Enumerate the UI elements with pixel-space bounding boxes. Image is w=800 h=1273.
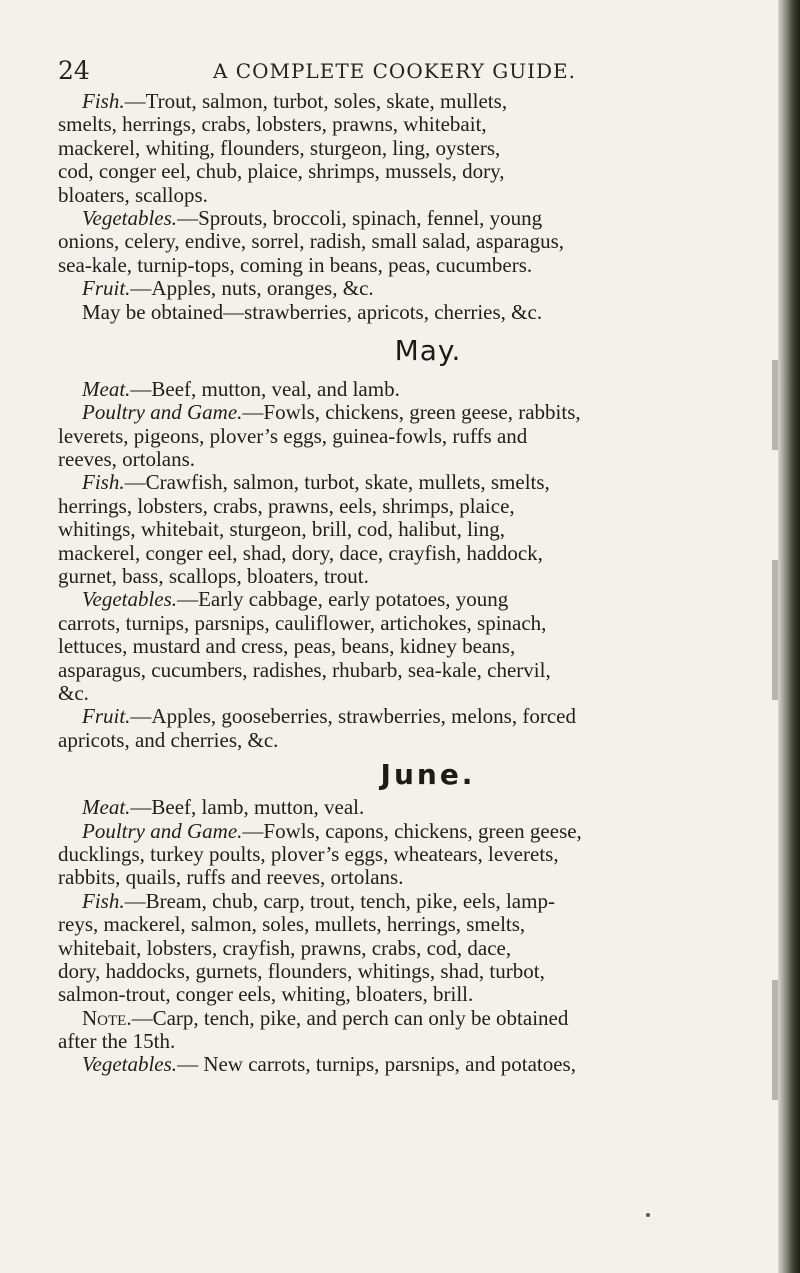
- may-vegetables-line-2: carrots, turnips, parsnips, cauliflower, artichokes, spinach,: [58, 610, 547, 635]
- edge-shadow-1: [772, 360, 778, 450]
- june-poultry-line-3: rabbits, quails, ruffs and reeves, ortolans.: [58, 865, 404, 890]
- june-fish-line-2: reys, mackerel, salmon, soles, mullets, herrings, smelts,: [58, 912, 526, 937]
- april-fruit-line-1: Fruit.—Apples, nuts, oranges, &c.: [82, 276, 374, 301]
- may-vegetables-line-3: lettuces, mustard and cress, peas, beans, kidney beans,: [58, 634, 516, 659]
- may-fruit-label: Fruit.: [82, 704, 131, 729]
- may-fish-line-4: mackerel, conger eel, shad, dory, dace, crayfish, haddock,: [58, 540, 543, 565]
- april-fish-label: Fish.: [82, 89, 125, 113]
- june-vegetables-line-1: Vegetables.— New carrots, turnips, parsnips, and potatoes,: [82, 1052, 576, 1077]
- edge-shadow-2: [772, 560, 778, 700]
- april-vegetables-line-2: onions, celery, endive, sorrel, radish, small salad, asparagus,: [58, 229, 564, 254]
- june-note-line-2: after the 15th.: [58, 1029, 176, 1054]
- may-poultry-line-1: Poultry and Game.—Fowls, chickens, green geese, rabbits,: [82, 400, 581, 425]
- may-fish-line-2: herrings, lobsters, crabs, prawns, eels, shrimps, plaice,: [58, 493, 515, 518]
- may-vegetables-line-4: asparagus, cucumbers, radishes, rhubarb, sea-kale, chervil,: [58, 657, 551, 682]
- june-note-label: Note.: [82, 1005, 132, 1030]
- april-fish-line-4: cod, conger eel, chub, plaice, shrimps, mussels, dory,: [58, 159, 505, 184]
- april-vegetables-line-1: Vegetables.—Sprouts, broccoli, spinach, fennel, young: [82, 205, 543, 230]
- april-fish-line-5: bloaters, scallops.: [58, 182, 208, 207]
- june-meat-line-1: Meat.—Beef, lamb, mutton, veal.: [82, 795, 365, 820]
- april-fish-line-3: mackerel, whiting, flounders, sturgeon, ling, oysters,: [58, 135, 501, 160]
- june-fish-line-5: salmon-trout, conger eels, whiting, bloaters, brill.: [58, 982, 474, 1007]
- may-fish-line-5: gurnet, bass, scallops, bloaters, trout.: [58, 564, 369, 589]
- may-fish-label: Fish.: [82, 470, 125, 495]
- page-body: [58, 90, 758, 1077]
- april-vegetables-line-3: sea-kale, turnip-tops, coming in beans, peas, cucumbers.: [58, 252, 533, 277]
- june-fish-label: Fish.: [82, 888, 125, 913]
- may-fish-line-3: whitings, whitebait, sturgeon, brill, cod, halibut, ling,: [58, 517, 505, 542]
- may-fish-line-1: Fish.—Crawfish, salmon, turbot, skate, mullets, smelts,: [82, 470, 550, 495]
- june-fish-line-3: whitebait, lobsters, crayfish, prawns, crabs, cod, dace,: [58, 935, 512, 960]
- scanned-page-edge: [778, 0, 800, 1273]
- june-poultry-line-2: ducklings, turkey poults, plover’s eggs, wheatears, leverets,: [58, 841, 559, 866]
- may-poultry-label: Poultry and Game.: [82, 400, 243, 425]
- month-heading-june: June.: [380, 758, 476, 792]
- june-vegetables-label: Vegetables.: [82, 1052, 178, 1077]
- june-poultry-label: Poultry and Game.: [82, 818, 243, 843]
- may-fruit-line-2: apricots, and cherries, &c.: [58, 727, 279, 752]
- june-note-line-1: Note.—Carp, tench, pike, and perch can only be obtained: [82, 1005, 569, 1030]
- may-meat-label: Meat.: [82, 376, 131, 401]
- april-fruit-label: Fruit.: [82, 276, 131, 301]
- may-poultry-line-3: reeves, ortolans.: [58, 447, 196, 472]
- june-poultry-line-1: Poultry and Game.—Fowls, capons, chickens, green geese,: [82, 818, 582, 843]
- june-fish-line-1: Fish.—Bream, chub, carp, trout, tench, pike, eels, lamp-: [82, 888, 555, 913]
- april-fish-line-2: smelts, herrings, crabs, lobsters, prawns, whitebait,: [58, 112, 487, 137]
- edge-shadow-3: [772, 980, 778, 1100]
- may-meat-line-1: Meat.—Beef, mutton, veal, and lamb.: [82, 376, 400, 401]
- running-title: A COMPLETE COOKERY GUIDE.: [213, 59, 576, 83]
- april-fish-line-1: Fish.—Trout, salmon, turbot, soles, skate, mullets,: [82, 89, 508, 113]
- month-heading-may: May.: [394, 333, 462, 367]
- may-vegetables-line-5: &c.: [58, 680, 89, 705]
- may-vegetables-line-1: Vegetables.—Early cabbage, early potatoes, young: [82, 587, 509, 612]
- april-may-be-obtained: May be obtained—strawberries, apricots, cherries, &c.: [82, 299, 543, 324]
- page-number: 24: [58, 56, 90, 85]
- may-poultry-line-2: leverets, pigeons, plover’s eggs, guinea-fowls, ruffs and: [58, 423, 528, 448]
- page-header: [58, 56, 748, 86]
- may-fruit-line-1: Fruit.—Apples, gooseberries, strawberries, melons, forced: [82, 704, 576, 729]
- april-vegetables-label: Vegetables.: [82, 205, 178, 230]
- june-meat-label: Meat.: [82, 795, 131, 820]
- ink-speck: [646, 1213, 650, 1217]
- may-vegetables-label: Vegetables.: [82, 587, 178, 612]
- june-fish-line-4: dory, haddocks, gurnets, flounders, whitings, shad, turbot,: [58, 958, 545, 983]
